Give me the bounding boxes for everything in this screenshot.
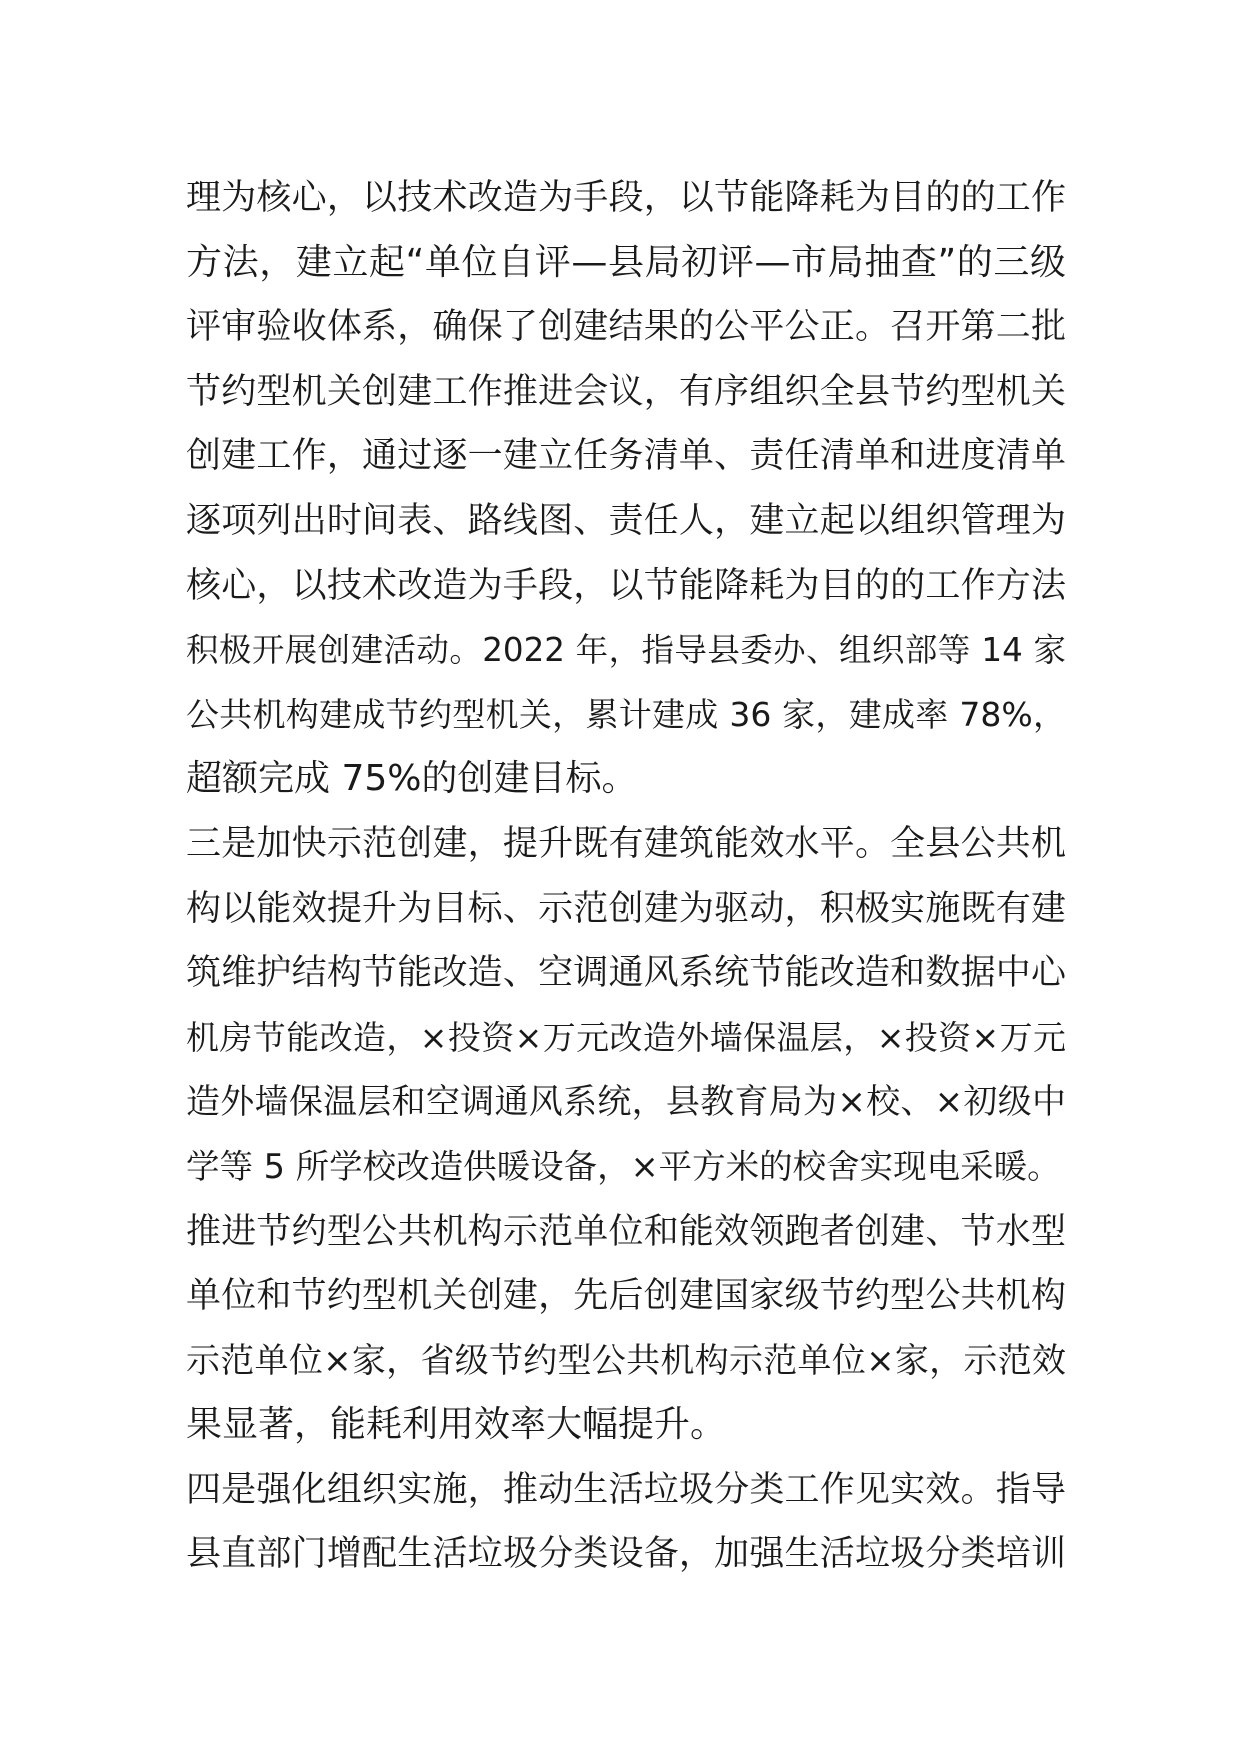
text-line: 评审验收体系，确保了创建结果的公平公正。召开第二批: [186, 307, 1066, 348]
text-line: 县直部门增配生活垃圾分类设备，加强生活垃圾分类培训: [186, 1534, 1066, 1575]
text-line: 构以能效提升为目标、示范创建为驱动，积极实施既有建: [186, 888, 1066, 929]
text-line: 示范单位×家，省级节约型公共机构示范单位×家，示范效: [186, 1340, 1066, 1381]
text-line: 推进节约型公共机构示范单位和能效领跑者创建、节水型: [186, 1211, 1066, 1252]
text-line: 学等 5 所学校改造供暖设备，×平方米的校舍实现电采暖。: [186, 1146, 1061, 1186]
text-line: 创建工作，通过逐一建立任务清单、责任清单和进度清单: [186, 436, 1066, 477]
text-line: 逐项列出时间表、路线图、责任人，建立起以组织管理为: [186, 500, 1066, 541]
text-line: 理为核心，以技术改造为手段，以节能降耗为目的的工作: [186, 178, 1066, 218]
text-line: 果显著，能耗利用效率大幅提升。: [186, 1404, 727, 1446]
text-line: 三是加快示范创建，提升既有建筑能效水平。全县公共机: [186, 823, 1066, 864]
text-line: 方法，建立起“单位自评—县局初评—市局抽查”的三级: [186, 241, 1066, 283]
text-line: 造外墙保温层和空调通风系统，县教育局为×校、×初级中: [186, 1082, 1066, 1123]
text-line: 筑维护结构节能改造、空调通风系统节能改造和数据中心: [186, 953, 1066, 994]
text-line: 四是强化组织实施，推动生活垃圾分类工作见实效。指导: [186, 1469, 1066, 1510]
text-line: 节约型机关创建工作推进会议，有序组织全县节约型机关: [186, 371, 1066, 412]
text-line: 公共机构建成节约型机关，累计建成 36 家，建成率 78%，: [186, 694, 1066, 734]
document-body: [186, 166, 1066, 1587]
text-line: 核心，以技术改造为手段，以节能降耗为目的的工作方法: [186, 565, 1066, 606]
text-line: 超额完成 75%的创建目标。: [186, 758, 638, 800]
text-line: 单位和节约型机关创建，先后创建国家级节约型公共机构: [186, 1276, 1066, 1317]
text-line: 机房节能改造，×投资×万元改造外墙保温层，×投资×万元: [186, 1017, 1066, 1057]
text-line: 积极开展创建活动。2022 年，指导县委办、组织部等 14 家: [186, 631, 1066, 670]
